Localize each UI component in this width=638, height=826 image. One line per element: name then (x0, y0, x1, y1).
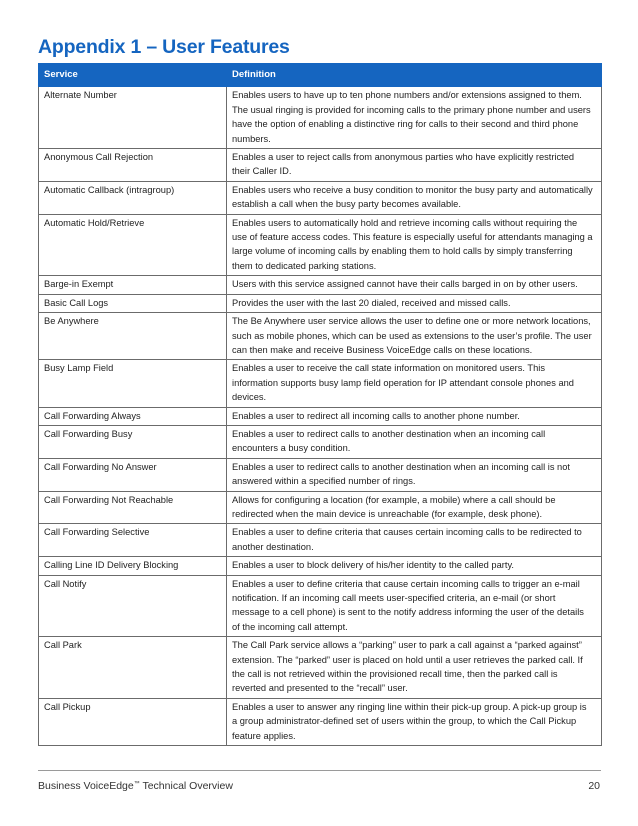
definition-cell: Enables a user to reject calls from anonymous parties who have explicitly restricted their Caller ID. (227, 149, 602, 182)
table-row (39, 524, 602, 557)
service-cell: Call Forwarding Not Reachable (39, 491, 227, 524)
table-row (39, 87, 602, 149)
service-cell: Be Anywhere (39, 313, 227, 360)
service-cell: Calling Line ID Delivery Blocking (39, 557, 227, 575)
definition-cell: Enables a user to answer any ringing line within their pick-up group. A pick-up group is a group administrator-defined set of users within the group, to which the Call Pickup feature applies. (227, 698, 602, 745)
page-number: 20 (588, 780, 600, 792)
table-row (39, 276, 602, 294)
definition-cell: Enables a user to receive the call state information on monitored users. This information supports busy lamp field operation for IP attendant console phones and devices. (227, 360, 602, 407)
page-title: Appendix 1 – User Features (38, 36, 290, 58)
table-row (39, 637, 602, 699)
service-cell: Automatic Callback (intragroup) (39, 181, 227, 214)
table-row (39, 214, 602, 276)
definition-cell: Enables a user to redirect calls to another destination when an incoming call is not answered within a specified number of rings. (227, 458, 602, 491)
service-cell: Alternate Number (39, 87, 227, 149)
definition-cell: Enables users to have up to ten phone numbers and/or extensions assigned to them. The usual ringing is provided for incoming calls to the primary phone number and users have the option of enabling a distinctive ring for calls to their second and third phone numbers. (227, 87, 602, 149)
definition-cell: Enables a user to define criteria that cause certain incoming calls to trigger an e-mail notification. If an incoming call meets user-specified criteria, an e-mail (or short message to a cell phone) is sent to the notify address informing the user of the details of the incoming call attempt. (227, 575, 602, 637)
definition-cell: Allows for configuring a location (for example, a mobile) where a call should be redirected when the main device is unreachable (for example, desk phone). (227, 491, 602, 524)
footer-suffix: Technical Overview (139, 780, 233, 792)
definition-cell: Enables a user to define criteria that causes certain incoming calls to be redirected to another destination. (227, 524, 602, 557)
table-header-row (39, 64, 602, 87)
service-cell: Basic Call Logs (39, 294, 227, 312)
column-header-service: Service (39, 64, 227, 87)
definition-cell: The Be Anywhere user service allows the user to define one or more network locations, such as mobile phones, which can be used as extensions to the user’s profile. The user can then make and receive Business VoiceEdge calls on these locations. (227, 313, 602, 360)
footer-divider (38, 770, 601, 771)
table-row (39, 149, 602, 182)
definition-cell: Enables users to automatically hold and retrieve incoming calls without requiring the use of feature access codes. This feature is especially useful for attendants managing a large volume of incoming calls by enabling them to hold calls by simply transferring them to dedicated parking stations. (227, 214, 602, 276)
definition-cell: The Call Park service allows a “parking” user to park a call against a “parked against” extension. The “parked” user is placed on hold until a user retrieves the parked call. If the call is not retrieved within the provisioned recall time, then the parked call is reverted and presented to the “recall” user. (227, 637, 602, 699)
column-header-definition: Definition (227, 64, 602, 87)
service-cell: Call Forwarding Selective (39, 524, 227, 557)
user-features-table (38, 63, 602, 746)
service-cell: Call Park (39, 637, 227, 699)
definition-cell: Users with this service assigned cannot have their calls barged in on by other users. (227, 276, 602, 294)
definition-cell: Provides the user with the last 20 dialed, received and missed calls. (227, 294, 602, 312)
definition-cell: Enables users who receive a busy condition to monitor the busy party and automatically establish a call when the busy party becomes available. (227, 181, 602, 214)
service-cell: Automatic Hold/Retrieve (39, 214, 227, 276)
table-row (39, 181, 602, 214)
trademark-symbol: ™ (133, 781, 140, 787)
service-cell: Anonymous Call Rejection (39, 149, 227, 182)
footer-product: Business VoiceEdge (38, 780, 134, 792)
service-cell: Call Forwarding Always (39, 407, 227, 425)
table-row (39, 458, 602, 491)
service-cell: Barge-in Exempt (39, 276, 227, 294)
table-row (39, 491, 602, 524)
definition-cell: Enables a user to redirect calls to another destination when an incoming call encounters a busy condition. (227, 425, 602, 458)
table-row (39, 360, 602, 407)
table-row (39, 698, 602, 745)
table-row (39, 557, 602, 575)
service-cell: Call Notify (39, 575, 227, 637)
table-row (39, 425, 602, 458)
service-cell: Busy Lamp Field (39, 360, 227, 407)
table-row (39, 313, 602, 360)
definition-cell: Enables a user to block delivery of his/her identity to the called party. (227, 557, 602, 575)
table-row (39, 294, 602, 312)
table-row (39, 407, 602, 425)
service-cell: Call Forwarding Busy (39, 425, 227, 458)
service-cell: Call Forwarding No Answer (39, 458, 227, 491)
footer-document-title (38, 780, 233, 792)
service-cell: Call Pickup (39, 698, 227, 745)
table-row (39, 575, 602, 637)
definition-cell: Enables a user to redirect all incoming calls to another phone number. (227, 407, 602, 425)
